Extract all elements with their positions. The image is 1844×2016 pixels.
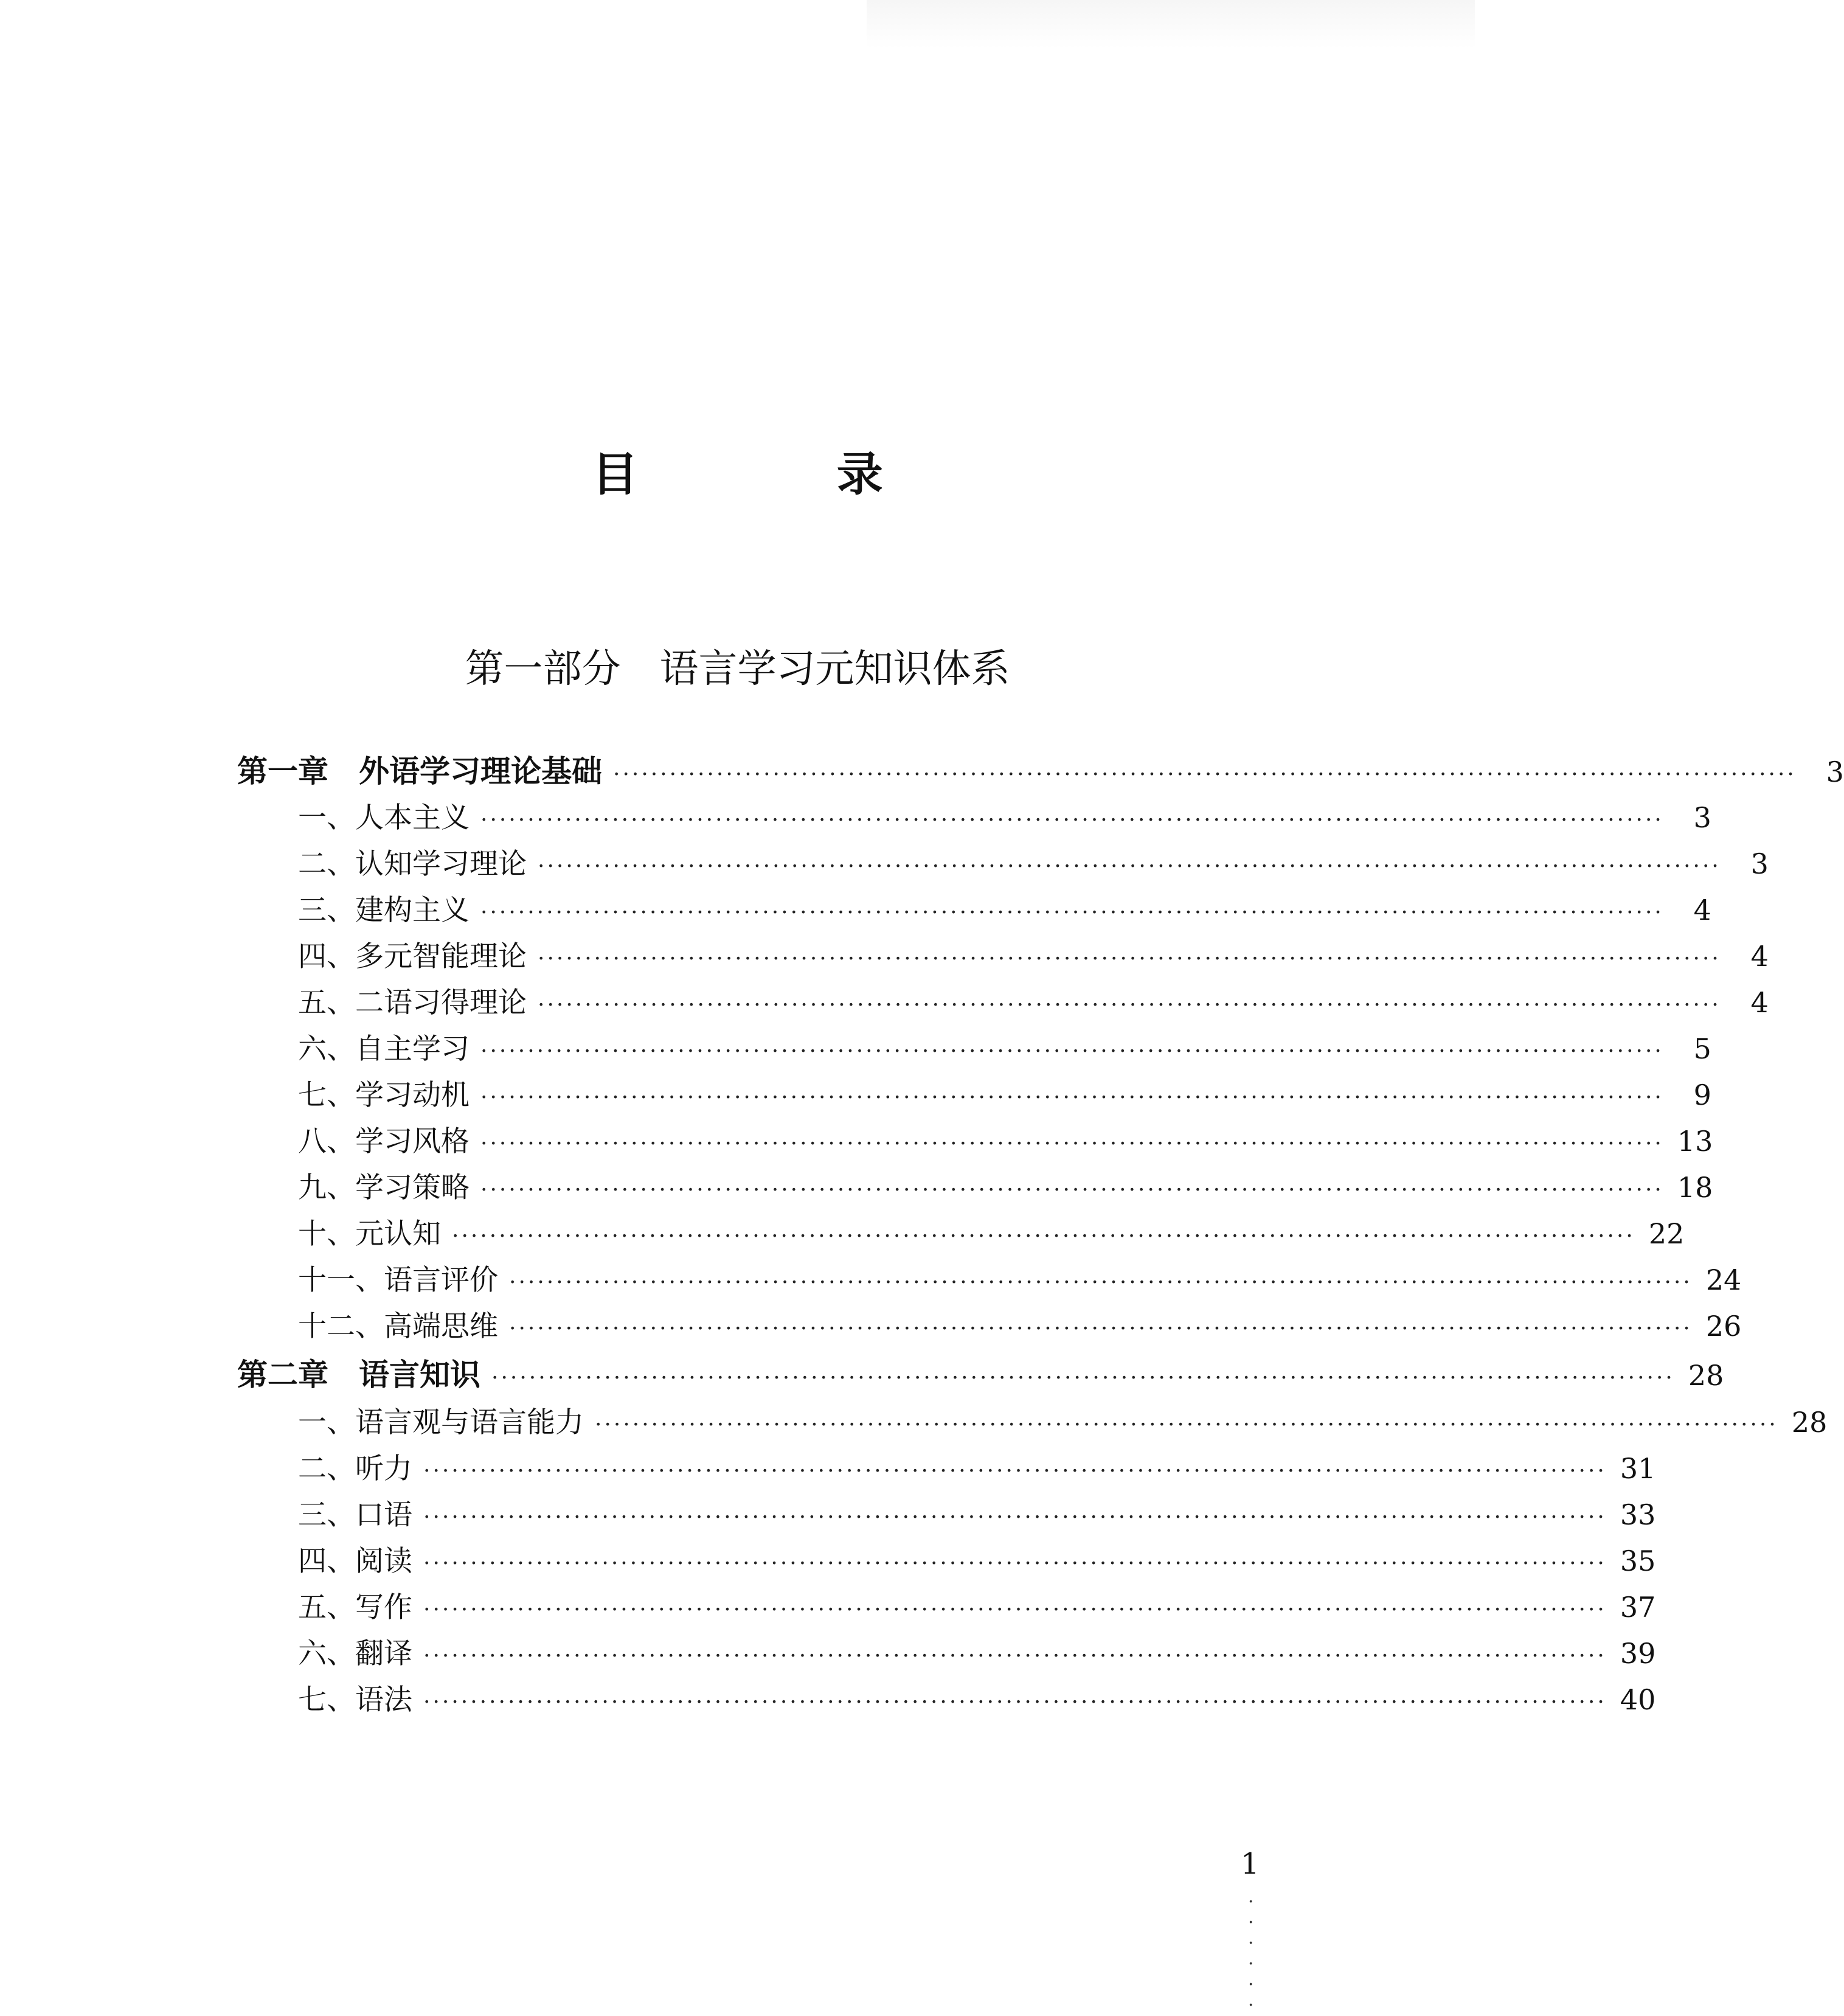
folio-dot: ·	[1248, 1912, 1254, 1933]
toc-leader-dots: ······························································································································	[423, 1644, 1607, 1669]
toc-page-number: 37	[1620, 1591, 1656, 1624]
toc-section-entry[interactable]	[298, 1303, 1742, 1350]
folio-dot-ornament	[1248, 1892, 1260, 2016]
toc-leader-dots: ······························································································································	[423, 1459, 1607, 1484]
toc-section-entry[interactable]	[298, 887, 1711, 934]
toc-page-number: 3	[1826, 756, 1844, 788]
toc-chapter-entry[interactable]	[237, 748, 1844, 795]
toc-entry-label: 九、学习策略	[298, 1171, 470, 1204]
toc-chapter-entry[interactable]	[237, 1352, 1724, 1399]
toc-entry-label: 七、学习动机	[298, 1079, 470, 1112]
toc-entry-label: 二、认知学习理论	[298, 847, 527, 881]
page-number: 1	[1241, 1847, 1260, 1881]
toc-leader-dots: ······························································································································	[480, 1178, 1664, 1203]
toc-page-number: 3	[1693, 801, 1711, 834]
toc-leader-dots: ······························································································································	[538, 993, 1721, 1018]
toc-entry-label: 四、阅读	[298, 1545, 412, 1578]
part-heading: 第一部分 语言学习元知识体系	[465, 647, 1010, 692]
toc-section-entry[interactable]	[298, 1677, 1656, 1723]
toc-leader-dots: ······························································································································	[613, 762, 1797, 787]
toc-section-entry[interactable]	[298, 794, 1711, 841]
toc-leader-dots: ······························································································································	[538, 947, 1721, 972]
toc-entry-label: 第一章 外语学习理论基础	[237, 754, 602, 789]
page-title: 目 录	[592, 447, 974, 501]
toc-page-number: 31	[1620, 1452, 1656, 1485]
toc-entry-label: 十二、高端思维	[298, 1310, 498, 1343]
toc-page-number: 9	[1693, 1079, 1711, 1111]
toc-entry-label: 五、二语习得理论	[298, 986, 527, 1020]
scan-shadow	[867, 0, 1475, 49]
toc-section-entry[interactable]	[298, 1492, 1656, 1538]
toc-page-number: 24	[1705, 1263, 1742, 1296]
toc-leader-dots: ······························································································································	[509, 1316, 1693, 1341]
toc-section-entry[interactable]	[298, 1118, 1713, 1165]
toc-page-number: 39	[1620, 1637, 1656, 1670]
toc-entry-label: 六、翻译	[298, 1637, 412, 1670]
toc-leader-dots: ······························································································································	[452, 1224, 1635, 1249]
toc-page-number: 4	[1750, 986, 1769, 1019]
toc-page-number: 26	[1705, 1310, 1742, 1343]
toc-entry-label: 二、听力	[298, 1452, 412, 1486]
toc-entry-label: 六、自主学习	[298, 1032, 470, 1066]
toc-leader-dots: ······························································································································	[480, 808, 1664, 833]
toc-section-entry[interactable]	[298, 841, 1769, 888]
toc-entry-label: 四、多元智能理论	[298, 940, 527, 973]
toc-entry-label: 七、语法	[298, 1683, 412, 1717]
toc-leader-dots: ······························································································································	[480, 1131, 1664, 1156]
toc-page-number: 5	[1693, 1032, 1711, 1065]
toc-section-entry[interactable]	[298, 979, 1769, 1026]
toc-section-entry[interactable]	[298, 1630, 1656, 1677]
toc-section-entry[interactable]	[298, 1399, 1828, 1446]
toc-section-entry[interactable]	[298, 1072, 1711, 1119]
folio-dot: ·	[1248, 1974, 1254, 1995]
toc-page-number: 18	[1677, 1171, 1713, 1204]
toc-entry-label: 一、语言观与语言能力	[298, 1406, 584, 1439]
toc-section-entry[interactable]	[298, 1445, 1656, 1492]
toc-leader-dots: ······························································································································	[480, 1085, 1664, 1110]
toc-entry-label: 八、学习风格	[298, 1125, 470, 1158]
toc-entry-label: 三、建构主义	[298, 894, 470, 927]
toc-entry-label: 一、人本主义	[298, 801, 470, 835]
toc-section-entry[interactable]	[298, 1164, 1713, 1211]
toc-section-entry[interactable]	[298, 1026, 1711, 1072]
toc-leader-dots: ······························································································································	[595, 1413, 1778, 1437]
toc-page-number: 28	[1791, 1406, 1828, 1439]
toc-entry-label: 三、口语	[298, 1498, 412, 1532]
toc-leader-dots: ······························································································································	[423, 1597, 1607, 1622]
toc-leader-dots: ······························································································································	[538, 854, 1721, 879]
toc-entry-label: 第二章 语言知识	[237, 1357, 480, 1392]
toc-page-number: 40	[1620, 1683, 1656, 1716]
toc-leader-dots: ······························································································································	[423, 1690, 1607, 1715]
toc-leader-dots: ······························································································································	[480, 900, 1664, 925]
folio-dot: ·	[1248, 1891, 1254, 1913]
toc-entry-label: 十、元认知	[298, 1217, 441, 1251]
folio-dot: ·	[1248, 1995, 1254, 2016]
toc-section-entry[interactable]	[298, 1584, 1656, 1631]
folio-dot: ·	[1248, 1933, 1254, 1954]
toc-leader-dots: ······························································································································	[491, 1366, 1675, 1391]
toc-leader-dots: ······························································································································	[480, 1039, 1664, 1064]
toc-page-number: 4	[1693, 894, 1711, 926]
toc-page-number: 35	[1620, 1545, 1656, 1577]
toc-section-entry[interactable]	[298, 1257, 1742, 1304]
toc-page-number: 28	[1688, 1359, 1724, 1392]
toc-page-number: 3	[1750, 847, 1769, 880]
toc-leader-dots: ······························································································································	[423, 1551, 1607, 1576]
toc-leader-dots: ······························································································································	[509, 1270, 1693, 1295]
toc-page-number: 4	[1750, 940, 1769, 973]
toc-page-number: 33	[1620, 1498, 1656, 1531]
toc-section-entry[interactable]	[298, 1538, 1656, 1585]
toc-entry-label: 五、写作	[298, 1591, 412, 1624]
toc-page-number: 22	[1648, 1217, 1685, 1250]
folio-dot: ·	[1248, 1953, 1254, 1975]
toc-entry-label: 十一、语言评价	[298, 1263, 498, 1297]
toc-section-entry[interactable]	[298, 933, 1769, 980]
toc-section-entry[interactable]	[298, 1211, 1685, 1257]
toc-leader-dots: ······························································································································	[423, 1505, 1607, 1530]
toc-page-number: 13	[1677, 1125, 1713, 1158]
